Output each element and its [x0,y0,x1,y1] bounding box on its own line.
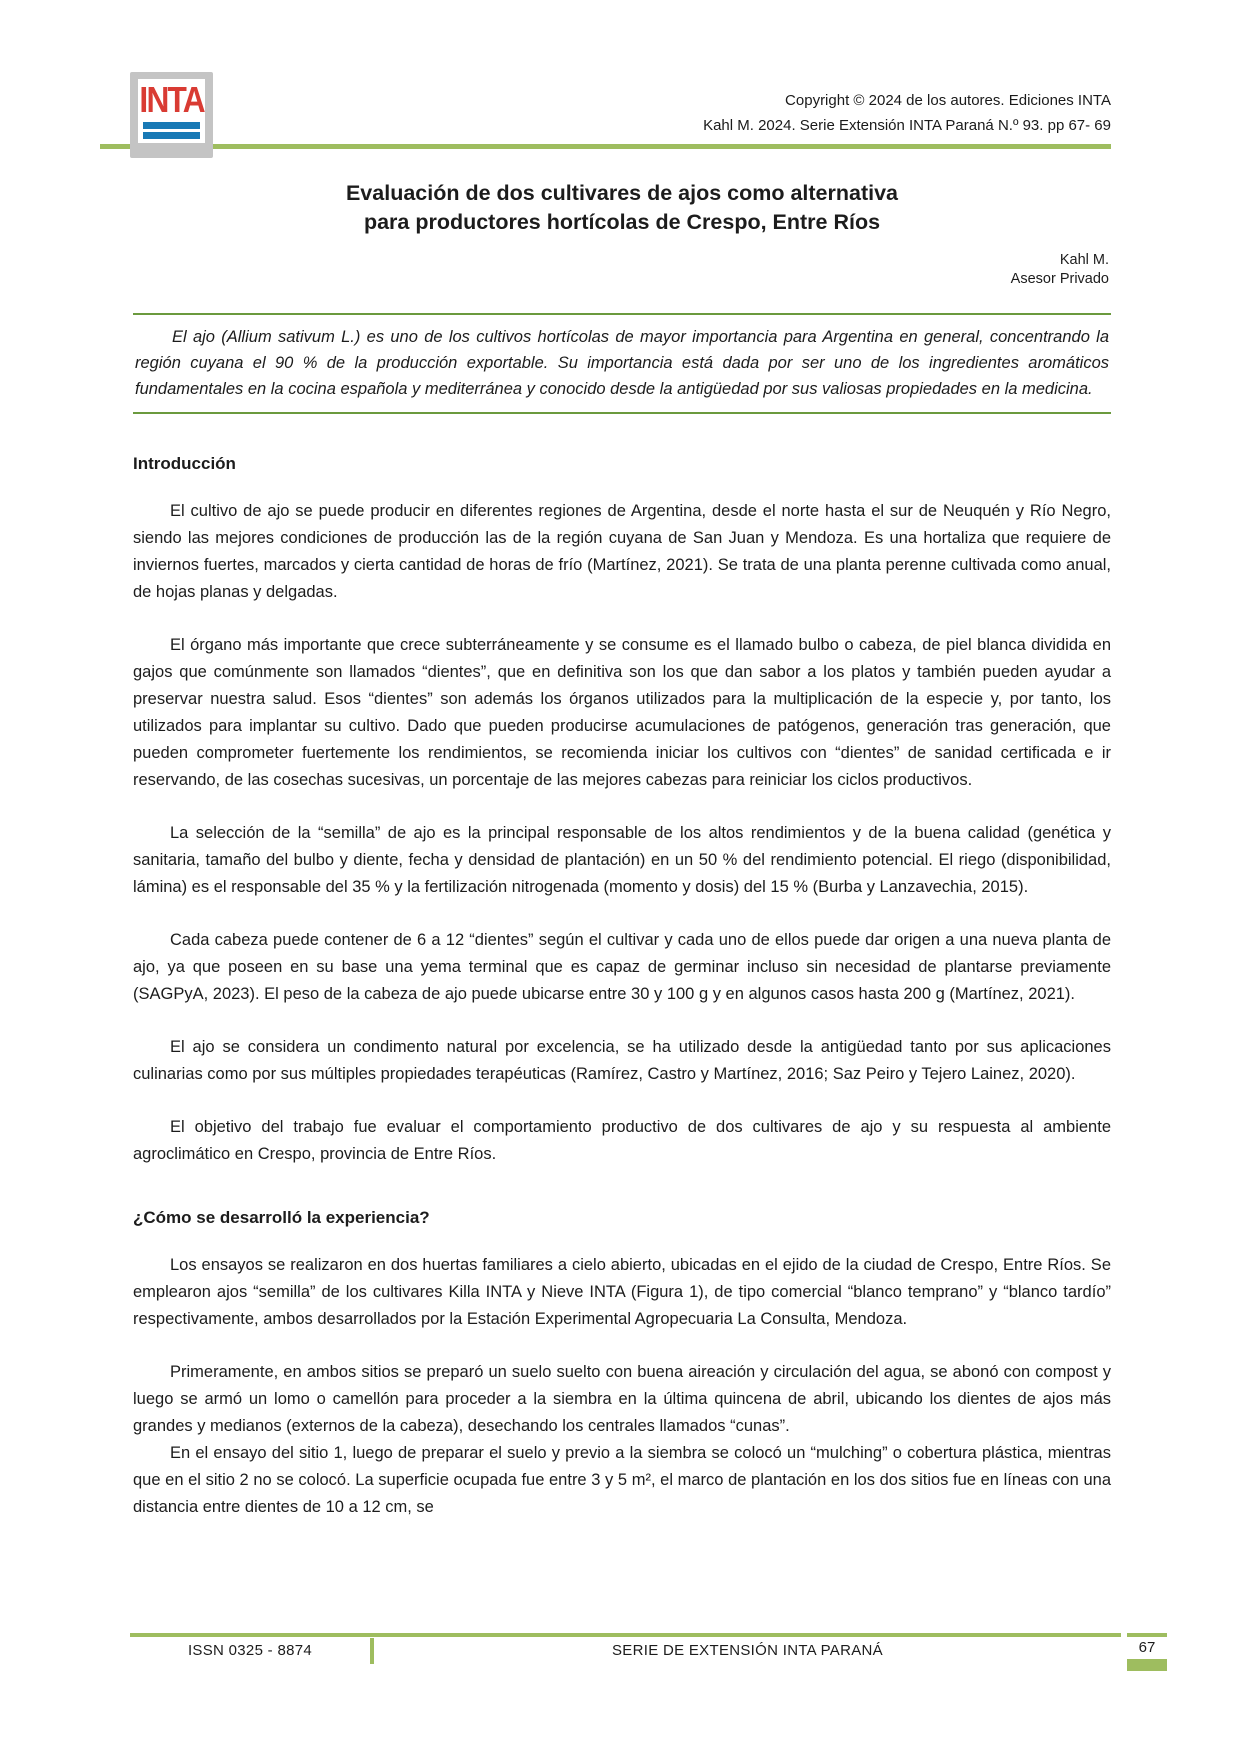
page-title [0,179,1241,237]
section-heading-introduccion: Introducción [133,454,236,473]
inta-logo [130,72,213,158]
paragraph: Cada cabeza puede contener de 6 a 12 “dientes” según el cultivar y cada uno de ellos puede dar origen a una nueva planta de ajo, ya que poseen en su base una yema terminal que es capaz de germinar incluso sin necesidad de plantarse previamente (SAGPyA, 2023). El peso de la cabeza de ajo puede ubicarse entre 30 y 100 g y en algunos casos hasta 200 g (Martínez, 2021). [133,931,1111,1003]
paragraph: El ajo se considera un condimento natural por excelencia, se ha utilizado desde la antigüedad tanto por sus aplicaciones culinarias como por sus múltiples propiedades terapéuticas (Ramírez, Castro y Martínez, 2016; Saz Peiro y Tejero Lainez, 2020). [133,1038,1111,1083]
page-footer [130,1633,1167,1671]
author-role: Asesor Privado [1010,271,1109,287]
inta-logo-bar-bottom [143,132,200,139]
page-title-line-2: para productores hortícolas de Crespo, Entre Ríos [363,210,881,234]
section-heading-experiencia: ¿Cómo se desarrolló la experiencia? [133,1208,430,1227]
page-title-line-1: Evaluación de dos cultivares de ajos como alternativa [345,181,899,205]
article-body [0,454,1241,1521]
paragraph: En el ensayo del sitio 1, luego de preparar el suelo y previo a la siembra se colocó un “mulching” o cobertura plástica, mientras que en el sitio 2 no se colocó. La superficie ocupada fue entre 3 y 5 m², el marco de plantación en los dos sitios fue en líneas con una distancia entre dientes de 10 a 12 cm, se [133,1444,1111,1516]
byline [0,251,1241,289]
author-name: Kahl M. [1059,252,1109,268]
abstract-text: El ajo (Allium sativum L.) es uno de los cultivos hortícolas de mayor importancia para Argentina en general, concentrando la región cuyana el 90 % de la producción exportable. Su importancia está dada por ser uno de los ingredientes aromáticos fundamentales en la cocina española y mediterránea y conocido desde la antigüedad por sus valiosas propiedades en la medicina. [135,328,1109,398]
paragraph: El objetivo del trabajo fue evaluar el comportamiento productivo de dos cultivares de ajo y su respuesta al ambiente agroclimático en Crespo, provincia de Entre Ríos. [133,1118,1111,1163]
page-number-bar [1127,1659,1167,1671]
series-title: SERIE DE EXTENSIÓN INTA PARANÁ [611,1642,883,1659]
inta-logo-text: INTA [139,79,204,120]
inta-logo-inner [138,79,205,143]
paragraph: El cultivo de ajo se puede producir en diferentes regiones de Argentina, desde el norte hasta el sur de Neuquén y Río Negro, siendo las mejores condiciones de producción las de la región cuyana de San Juan y Mendoza. Es una hortaliza que requiere de inviernos fuertes, marcados y cierta cantidad de horas de frío (Martínez, 2021). Se trata de una planta perenne cultivada como anual, de hojas planas y delgadas. [133,502,1111,601]
header-rule [100,144,1111,149]
paragraph: Primeramente, en ambos sitios se preparó un suelo suelto con buena aireación y circulación del agua, se abonó con compost y luego se armó un lomo o camellón para proceder a la siembra en la última quincena de abril, ubicando los dientes de ajos más grandes y medianos (externos de la cabeza), desechando los centrales llamados “cunas”. [133,1363,1111,1435]
page-header [0,0,1241,149]
paragraph: El órgano más importante que crece subterráneamente y se consume es el llamado bulbo o cabeza, de piel blanca dividida en gajos que comúnmente son llamados “dientes”, que en definitiva son los que dan sabor a los platos y también pueden ayudar a preservar nuestra salud. Esos “dientes” son además los órganos utilizados para la multiplicación de la especie y, por tanto, los utilizados para implantar su cultivo. Dado que pueden producirse acumulaciones de patógenos, generación tras generación, que pueden comprometer fuertemente los rendimientos, se recomienda iniciar los cultivos con “dientes” de sanidad certificada e ir reservando, de las cosechas sucesivas, un porcentaje de las mejores cabezas para reiniciar los ciclos productivos. [133,636,1111,789]
footer-main [130,1633,1121,1664]
copyright-line-1: Copyright © 2024 de los autores. Ediciones INTA [785,92,1111,109]
issn: ISSN 0325 - 8874 [187,1642,313,1659]
paragraph: La selección de la “semilla” de ajo es la principal responsable de los altos rendimientos y de la buena calidad (genética y sanitaria, tamaño del bulbo y diente, fecha y densidad de plantación) en un 50 % del rendimiento potencial. El riego (disponibilidad, lámina) es el responsable del 35 % y la fertilización nitrogenada (momento y dosis) del 15 % (Burba y Lanzavechia, 2015). [133,824,1111,896]
page-number-block [1127,1633,1167,1671]
inta-logo-bar-top [143,122,200,129]
page-number: 67 [1138,1639,1156,1656]
abstract-block [133,313,1111,414]
footer-row [130,1637,1121,1664]
header-rule-wrap [133,144,1111,149]
copyright-block [133,88,1111,138]
paragraph: Los ensayos se realizaron en dos huertas familiares a cielo abierto, ubicadas en el ejido de la ciudad de Crespo, Entre Ríos. Se emplearon ajos “semilla” de los cultivares Killa INTA y Nieve INTA (Figura 1), de tipo comercial “blanco temprano” y “blanco tardío” respectivamente, ambos desarrollados por la Estación Experimental Agropecuaria La Consulta, Mendoza. [133,1256,1111,1328]
citation-line: Kahl M. 2024. Serie Extensión INTA Paraná N.º 93. pp 67- 69 [703,117,1111,134]
